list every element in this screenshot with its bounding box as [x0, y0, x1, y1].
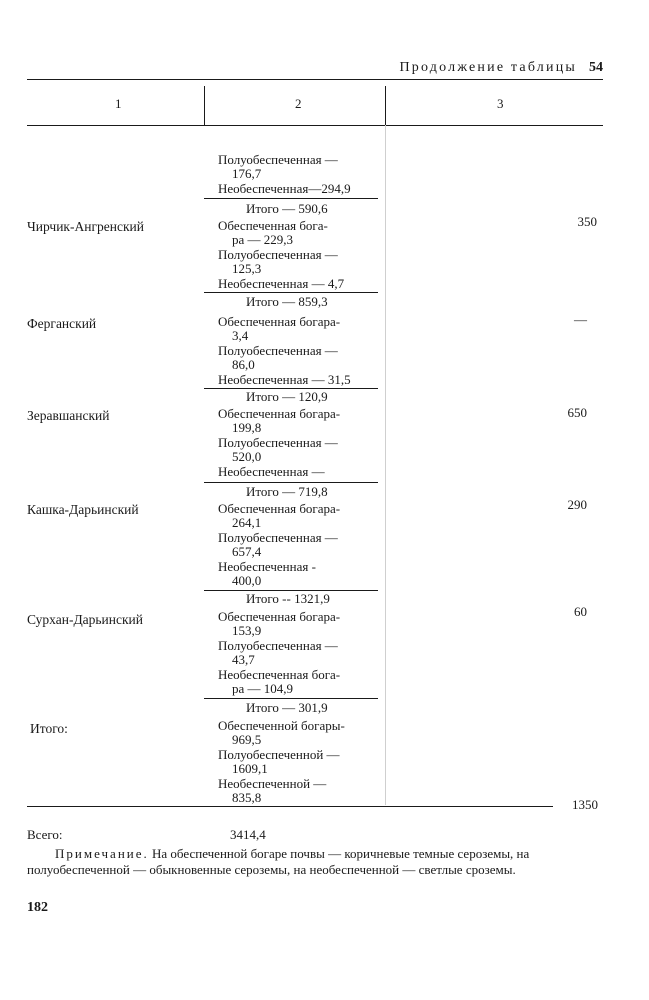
total-value: 3414,4 — [230, 827, 266, 842]
row-line: Полуобеспеченная — — [218, 530, 338, 545]
continuation-label: Продолжение таблицы — [399, 60, 577, 75]
region-name: Итого: — [30, 721, 68, 736]
row-line: 520,0 — [232, 449, 262, 464]
row-line: Полуобеспеченная — — [218, 638, 338, 653]
table-number: 54 — [589, 60, 603, 75]
row-line: 264,1 — [232, 515, 262, 530]
region-name: Ферганский — [27, 316, 97, 331]
row-line: Обеспеченной богары- — [218, 718, 345, 733]
region-value: — — [574, 312, 587, 327]
continuation-title — [400, 60, 578, 76]
row-line: 969,5 — [232, 732, 262, 747]
total-label: Всего: — [27, 827, 63, 842]
row-line: Полуобеспеченная — — [218, 435, 338, 450]
row-line: 199,8 — [232, 420, 262, 435]
region-value: 350 — [577, 214, 597, 229]
row-line: 657,4 — [232, 544, 262, 559]
row-total: Итого -- 1321,9 — [246, 591, 330, 606]
row-line: Обеспеченная бога- — [218, 218, 328, 233]
row-line: Необеспеченная — 31,5 — [218, 372, 351, 387]
row-line: Необеспеченная — 4,7 — [218, 276, 345, 291]
page-number: 182 — [27, 900, 48, 915]
region-value: 650 — [567, 405, 587, 420]
row-line: 125,3 — [232, 261, 262, 276]
header-bottom-rule — [27, 125, 603, 126]
region-value: 60 — [574, 604, 587, 619]
row-line: 43,7 — [232, 652, 255, 667]
block-line: Необеспеченная—294,9 — [218, 181, 351, 196]
row-rule — [204, 198, 378, 199]
footnote — [27, 846, 587, 878]
row-line: Необеспеченной — — [218, 776, 327, 791]
region-name: Кашка-Дарьинский — [27, 502, 139, 517]
row-line: Обеспеченная богара- — [218, 501, 341, 516]
block-line: 176,7 — [232, 166, 262, 181]
row-line: Обеспеченная богара- — [218, 609, 341, 624]
grand-total-value: 1350 — [572, 797, 598, 812]
row-line: 1609,1 — [232, 761, 268, 776]
row-line: Полуобеспеченная — — [218, 343, 338, 358]
row-line: Полуобеспеченная — — [218, 247, 338, 262]
footnote-text: На обеспеченной богаре почвы — коричневые темные сероземы, на полуобеспеченной — обыкновенные сероземы, на необеспеченной — светлые срозeмы. — [27, 846, 530, 877]
region-name: Чирчик-Ангренский — [27, 219, 144, 234]
row-line: 400,0 — [232, 573, 262, 588]
column-divider-2 — [385, 86, 386, 126]
row-rule — [204, 292, 378, 293]
region-name: Сурхан-Дарьинский — [27, 612, 144, 627]
row-line: Обеспеченная богара- — [218, 314, 341, 329]
row-line: ра — 104,9 — [232, 681, 294, 696]
row-total: Итого — 590,6 — [246, 201, 328, 216]
column-header-2: 2 — [295, 96, 302, 111]
table-top-rule — [27, 79, 603, 80]
row-total: Итого — 859,3 — [246, 294, 328, 309]
row-line: 3,4 — [232, 328, 249, 343]
column-divider-1 — [204, 86, 205, 126]
column-header-1: 1 — [115, 96, 122, 111]
region-name: Зеравшанский — [27, 408, 110, 423]
row-rule — [204, 698, 378, 699]
row-total: Итого — 719,8 — [246, 484, 328, 499]
row-line: 835,8 — [232, 790, 262, 805]
row-line: 86,0 — [232, 357, 255, 372]
row-line: 153,9 — [232, 623, 262, 638]
row-line: Необеспеченная - — [218, 559, 316, 574]
row-line: Необеспеченная — — [218, 464, 325, 479]
column-header-3: 3 — [497, 96, 504, 111]
row-line: Обеспеченная богара- — [218, 406, 341, 421]
row-line: ра — 229,3 — [232, 232, 294, 247]
row-total: Итого — 120,9 — [246, 389, 328, 404]
row-line: Необеспеченная бога- — [218, 667, 341, 682]
footnote-label: Примечание. — [55, 846, 149, 861]
block-line: Полуобеспеченная — — [218, 152, 338, 167]
row-line: Полуобеспеченной — — [218, 747, 340, 762]
table-bottom-rule — [27, 806, 553, 807]
region-value: 290 — [567, 497, 587, 512]
row-total: Итого — 301,9 — [246, 700, 328, 715]
faint-column-divider — [385, 125, 386, 805]
row-rule — [204, 482, 378, 483]
